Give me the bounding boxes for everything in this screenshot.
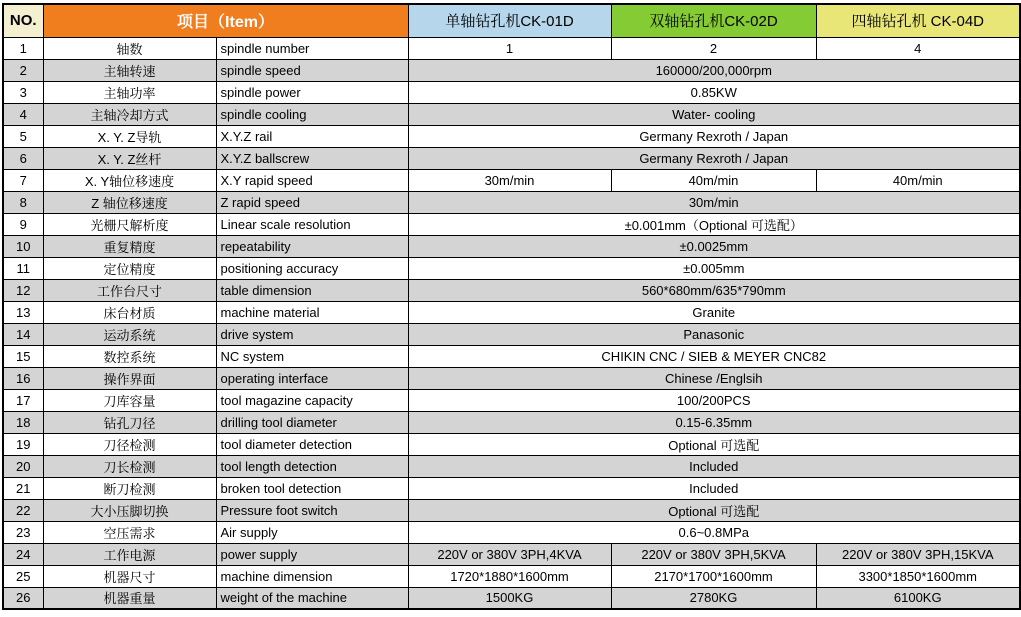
table-row: [3, 433, 1020, 455]
table-row: [3, 367, 1020, 389]
item-name-cn: 刀长检测: [43, 455, 216, 477]
value-model-1: 1720*1880*1600mm: [408, 565, 611, 587]
item-name-cn: 主轴转速: [43, 59, 216, 81]
value-model-2: 40m/min: [611, 169, 816, 191]
table-row: [3, 103, 1020, 125]
value-all-models: 0.15-6.35mm: [408, 411, 1020, 433]
item-name-cn: 主轴功率: [43, 81, 216, 103]
value-all-models: 560*680mm/635*790mm: [408, 279, 1020, 301]
row-number: 1: [3, 37, 43, 59]
item-name-en: machine material: [216, 301, 408, 323]
row-number: 14: [3, 323, 43, 345]
table-row: [3, 213, 1020, 235]
item-name-en: tool magazine capacity: [216, 389, 408, 411]
row-number: 22: [3, 499, 43, 521]
item-name-en: Air supply: [216, 521, 408, 543]
item-name-cn: 运动系统: [43, 323, 216, 345]
item-name-cn: X. Y. Z导轨: [43, 125, 216, 147]
item-name-en: broken tool detection: [216, 477, 408, 499]
value-all-models: 0.85KW: [408, 81, 1020, 103]
table-row: [3, 257, 1020, 279]
item-name-en: spindle cooling: [216, 103, 408, 125]
value-all-models: Germany Rexroth / Japan: [408, 125, 1020, 147]
item-name-en: table dimension: [216, 279, 408, 301]
value-all-models: Chinese /Englsih: [408, 367, 1020, 389]
item-name-en: repeatability: [216, 235, 408, 257]
header-no-label: NO.: [3, 4, 43, 37]
item-name-cn: 操作界面: [43, 367, 216, 389]
item-name-en: machine dimension: [216, 565, 408, 587]
item-name-cn: Z 轴位移速度: [43, 191, 216, 213]
item-name-en: tool length detection: [216, 455, 408, 477]
value-model-3: 3300*1850*1600mm: [816, 565, 1020, 587]
value-all-models: ±0.001mm（Optional 可选配）: [408, 213, 1020, 235]
table-row: [3, 81, 1020, 103]
row-number: 23: [3, 521, 43, 543]
table-row: [3, 147, 1020, 169]
spec-table-body: [3, 37, 1020, 609]
value-all-models: 160000/200,000rpm: [408, 59, 1020, 81]
item-name-en: Pressure foot switch: [216, 499, 408, 521]
item-name-en: drive system: [216, 323, 408, 345]
value-model-2: 220V or 380V 3PH,5KVA: [611, 543, 816, 565]
table-row: [3, 389, 1020, 411]
item-name-cn: 大小压脚切换: [43, 499, 216, 521]
item-name-en: weight of the machine: [216, 587, 408, 609]
table-row: [3, 301, 1020, 323]
item-name-en: power supply: [216, 543, 408, 565]
value-model-3: 40m/min: [816, 169, 1020, 191]
value-all-models: ±0.0025mm: [408, 235, 1020, 257]
table-row: [3, 169, 1020, 191]
value-all-models: Included: [408, 455, 1020, 477]
header-machine-ck02d: 双轴钻孔机CK-02D: [611, 4, 816, 37]
value-all-models: ±0.005mm: [408, 257, 1020, 279]
item-name-en: Z rapid speed: [216, 191, 408, 213]
value-model-3: 4: [816, 37, 1020, 59]
row-number: 7: [3, 169, 43, 191]
table-row: [3, 59, 1020, 81]
item-name-cn: X. Y. Z丝杆: [43, 147, 216, 169]
table-row: [3, 455, 1020, 477]
row-number: 26: [3, 587, 43, 609]
item-name-cn: 钻孔刀径: [43, 411, 216, 433]
item-name-en: operating interface: [216, 367, 408, 389]
table-row: [3, 345, 1020, 367]
row-number: 17: [3, 389, 43, 411]
item-name-cn: 光栅尺解析度: [43, 213, 216, 235]
item-name-en: NC system: [216, 345, 408, 367]
row-number: 8: [3, 191, 43, 213]
value-all-models: CHIKIN CNC / SIEB & MEYER CNC82: [408, 345, 1020, 367]
row-number: 3: [3, 81, 43, 103]
item-name-cn: 数控系统: [43, 345, 216, 367]
table-row: [3, 323, 1020, 345]
spec-table: [2, 3, 1021, 610]
table-row: [3, 499, 1020, 521]
value-model-3: 220V or 380V 3PH,15KVA: [816, 543, 1020, 565]
value-all-models: Included: [408, 477, 1020, 499]
row-number: 18: [3, 411, 43, 433]
item-name-cn: 定位精度: [43, 257, 216, 279]
value-model-2: 2780KG: [611, 587, 816, 609]
row-number: 13: [3, 301, 43, 323]
row-number: 15: [3, 345, 43, 367]
row-number: 2: [3, 59, 43, 81]
value-all-models: Granite: [408, 301, 1020, 323]
item-name-cn: 刀库容量: [43, 389, 216, 411]
header-item-label: 项目（Item）: [43, 4, 408, 37]
row-number: 12: [3, 279, 43, 301]
row-number: 5: [3, 125, 43, 147]
value-all-models: 30m/min: [408, 191, 1020, 213]
item-name-en: drilling tool diameter: [216, 411, 408, 433]
item-name-cn: 工作台尺寸: [43, 279, 216, 301]
row-number: 20: [3, 455, 43, 477]
value-model-2: 2170*1700*1600mm: [611, 565, 816, 587]
value-model-1: 30m/min: [408, 169, 611, 191]
table-row: [3, 587, 1020, 609]
item-name-cn: 刀径检测: [43, 433, 216, 455]
header-row: [3, 4, 1020, 37]
item-name-cn: 重复精度: [43, 235, 216, 257]
item-name-cn: 轴数: [43, 37, 216, 59]
table-row: [3, 191, 1020, 213]
table-row: [3, 37, 1020, 59]
item-name-cn: 床台材质: [43, 301, 216, 323]
value-model-3: 6100KG: [816, 587, 1020, 609]
item-name-cn: 空压需求: [43, 521, 216, 543]
value-all-models: 100/200PCS: [408, 389, 1020, 411]
item-name-en: X.Y.Z rail: [216, 125, 408, 147]
item-name-cn: X. Y轴位移速度: [43, 169, 216, 191]
value-all-models: Water- cooling: [408, 103, 1020, 125]
row-number: 16: [3, 367, 43, 389]
item-name-en: positioning accuracy: [216, 257, 408, 279]
header-machine-ck04d: 四轴钻孔机 CK-04D: [816, 4, 1020, 37]
item-name-en: Linear scale resolution: [216, 213, 408, 235]
item-name-cn: 机器重量: [43, 587, 216, 609]
item-name-en: X.Y.Z ballscrew: [216, 147, 408, 169]
item-name-cn: 主轴冷却方式: [43, 103, 216, 125]
table-row: [3, 543, 1020, 565]
value-all-models: Germany Rexroth / Japan: [408, 147, 1020, 169]
table-row: [3, 235, 1020, 257]
table-row: [3, 125, 1020, 147]
row-number: 4: [3, 103, 43, 125]
row-number: 10: [3, 235, 43, 257]
table-row: [3, 411, 1020, 433]
row-number: 21: [3, 477, 43, 499]
item-name-en: tool diameter detection: [216, 433, 408, 455]
value-all-models: Panasonic: [408, 323, 1020, 345]
table-row: [3, 521, 1020, 543]
row-number: 9: [3, 213, 43, 235]
item-name-en: spindle speed: [216, 59, 408, 81]
row-number: 19: [3, 433, 43, 455]
item-name-en: X.Y rapid speed: [216, 169, 408, 191]
item-name-cn: 工作电源: [43, 543, 216, 565]
value-model-1: 1500KG: [408, 587, 611, 609]
table-row: [3, 565, 1020, 587]
row-number: 25: [3, 565, 43, 587]
value-model-1: 1: [408, 37, 611, 59]
value-model-1: 220V or 380V 3PH,4KVA: [408, 543, 611, 565]
row-number: 11: [3, 257, 43, 279]
row-number: 6: [3, 147, 43, 169]
item-name-en: spindle power: [216, 81, 408, 103]
item-name-cn: 断刀检测: [43, 477, 216, 499]
table-row: [3, 279, 1020, 301]
value-model-2: 2: [611, 37, 816, 59]
value-all-models: 0.6~0.8MPa: [408, 521, 1020, 543]
header-machine-ck01d: 单轴钻孔机CK-01D: [408, 4, 611, 37]
item-name-en: spindle number: [216, 37, 408, 59]
value-all-models: Optional 可选配: [408, 433, 1020, 455]
table-row: [3, 477, 1020, 499]
item-name-cn: 机器尺寸: [43, 565, 216, 587]
value-all-models: Optional 可选配: [408, 499, 1020, 521]
row-number: 24: [3, 543, 43, 565]
